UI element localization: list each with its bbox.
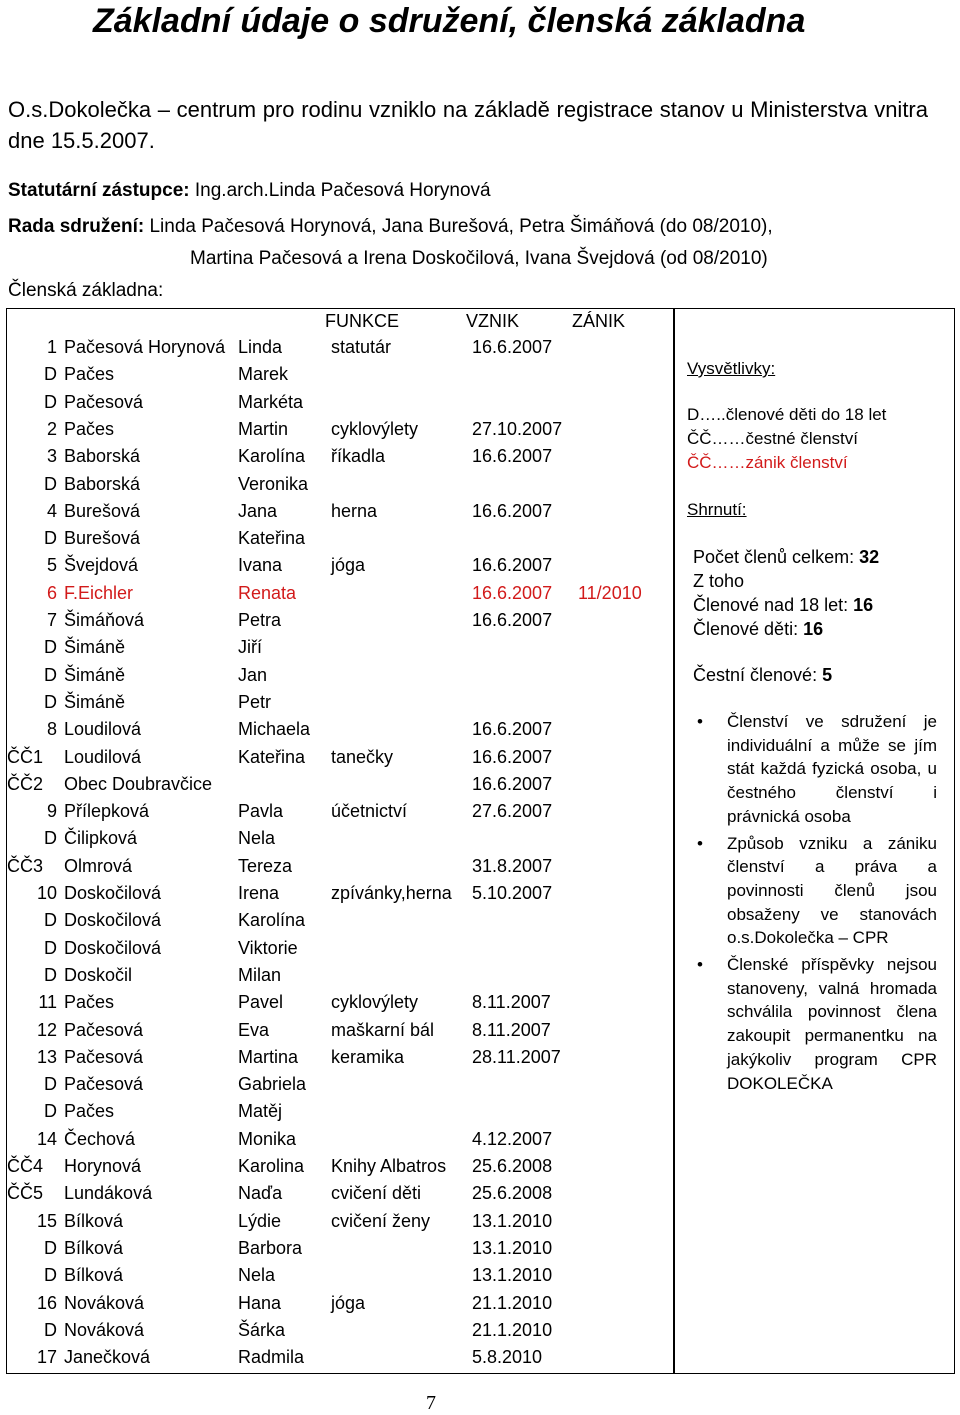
legend-cc: ČČ……čestné členství (687, 429, 858, 448)
summary-adults (693, 595, 873, 616)
row-surname: Šimáně (64, 664, 126, 685)
row-name: Karolína (238, 446, 306, 467)
list-item: • Členské příspěvky nejsou stanoveny, valná hromada schválila povinnost člena zakoupit permanentku na jakýkoliv program CPR DOKOLEČKA (697, 955, 937, 1093)
row-name: Jiří (238, 637, 262, 658)
summary-honorary-label: Čestní členové: (693, 665, 818, 685)
row-surname: Pačesová (64, 1074, 144, 1095)
row-number: 16 (36, 1292, 57, 1313)
row-name: Irena (238, 883, 280, 903)
row-name: Michaela (238, 719, 311, 740)
row-name: Lýdie (238, 1210, 282, 1231)
row-number: D (44, 473, 57, 494)
rules-list (693, 710, 937, 1098)
row-name: Renata (238, 582, 297, 603)
row-name: Karolína (238, 910, 306, 931)
table-row (7, 828, 675, 855)
table-row (7, 1238, 675, 1265)
summary-adults-value: 16 (853, 595, 874, 615)
summary-children (693, 619, 823, 640)
row-number: D (44, 964, 57, 985)
table-row (7, 965, 675, 992)
table-row (7, 910, 675, 937)
row-number: 5 (46, 555, 57, 576)
row-vznik: 16.6.2007 (472, 746, 553, 767)
row-number: 15 (36, 1210, 57, 1231)
row-vznik: 16.6.2007 (472, 500, 553, 521)
row-funkce: statutár (331, 337, 392, 357)
row-zanik: 11/2010 (578, 582, 642, 603)
row-funkce: říkadla (331, 446, 386, 467)
row-number: D (44, 910, 57, 931)
row-number: ČČ4 (7, 1156, 44, 1176)
summary-children-value: 16 (803, 619, 824, 639)
row-vznik: 5.8.2010 (472, 1347, 543, 1368)
summary-ztoho: Z toho (693, 571, 745, 591)
row-name: Viktorie (238, 937, 298, 958)
row-vznik: 16.6.2007 (472, 582, 553, 603)
row-surname: Bílková (64, 1237, 124, 1258)
row-funkce: jóga (331, 1292, 366, 1313)
header-zanik: ZÁNIK (572, 311, 626, 331)
row-surname: Doskočilová (64, 937, 162, 958)
row-name: Matěj (238, 1101, 283, 1122)
row-vznik: 16.6.2007 (472, 773, 553, 794)
page-number: 7 (426, 1392, 436, 1414)
row-name: Petra (238, 610, 282, 630)
statutarni-line (8, 180, 491, 202)
table-row (7, 747, 675, 774)
table-row (7, 446, 675, 473)
summary-total-label: Počet členů celkem: (693, 547, 855, 567)
row-number: ČČ3 (7, 855, 44, 876)
row-vznik: 5.10.2007 (472, 883, 553, 903)
row-name: Jana (238, 500, 278, 521)
table-row (7, 1183, 675, 1210)
row-vznik: 16.6.2007 (472, 337, 553, 357)
row-surname: Baborská (64, 446, 141, 467)
row-name: Eva (238, 1019, 270, 1040)
row-funkce: tanečky (331, 746, 394, 767)
table-row (7, 1101, 675, 1128)
table-row (7, 665, 675, 692)
row-surname: Čilipková (64, 828, 138, 849)
table-row (7, 637, 675, 664)
row-surname: Loudilová (64, 719, 142, 740)
table-row (7, 1020, 675, 1047)
row-vznik: 13.1.2010 (472, 1265, 553, 1286)
row-vznik: 21.1.2010 (472, 1319, 553, 1340)
bullet-icon: • (697, 955, 703, 975)
row-surname: Lundáková (64, 1183, 153, 1204)
row-name: Radmila (238, 1347, 305, 1368)
shrnuti-label: Shrnutí: (687, 500, 747, 519)
row-vznik: 27.10.2007 (472, 418, 563, 439)
row-vznik: 21.1.2010 (472, 1292, 553, 1313)
row-vznik: 4.12.2007 (472, 1128, 553, 1149)
row-number: 2 (46, 418, 57, 439)
table-row (7, 719, 675, 746)
row-surname: Janečková (64, 1347, 151, 1368)
table-row (7, 1293, 675, 1320)
row-surname: Loudilová (64, 746, 142, 767)
row-number: D (44, 691, 57, 712)
table-row (7, 801, 675, 828)
row-surname: Doskočilová (64, 910, 162, 931)
row-surname: Burešová (64, 500, 141, 521)
table-row (7, 392, 675, 419)
bullet-icon: • (697, 712, 703, 731)
row-surname: Pačes (64, 992, 115, 1013)
row-name: Marek (238, 364, 289, 385)
row-number: ČČ1 (7, 746, 44, 767)
row-number: 8 (46, 719, 57, 740)
clenska-label: Členská základna: (8, 280, 164, 301)
row-funkce: cyklovýlety (331, 418, 419, 439)
row-funkce: herna (331, 500, 378, 521)
legend-zanik: ČČ……zánik členství (687, 453, 848, 472)
row-vznik: 28.11.2007 (472, 1046, 561, 1067)
row-number: D (44, 1101, 57, 1122)
row-number: 9 (46, 801, 57, 822)
row-name: Monika (238, 1128, 297, 1149)
row-name: Linda (238, 337, 283, 357)
row-surname: Burešová (64, 528, 141, 549)
row-name: Martina (238, 1046, 299, 1067)
row-vznik: 27.6.2007 (472, 801, 553, 822)
row-surname: Bílková (64, 1210, 124, 1231)
header-funkce: FUNKCE (325, 311, 400, 331)
row-number: D (44, 828, 57, 849)
table-row (7, 474, 675, 501)
row-name: Tereza (238, 855, 293, 876)
row-number: 14 (36, 1128, 57, 1149)
row-vznik: 16.6.2007 (472, 446, 553, 467)
rada-label: Rada sdružení: (8, 216, 145, 237)
table-row (7, 583, 675, 610)
row-number: D (44, 1237, 57, 1258)
row-name: Pavel (238, 992, 284, 1013)
table-row (7, 610, 675, 637)
row-funkce: cvičení ženy (331, 1210, 431, 1231)
row-vznik: 8.11.2007 (472, 992, 551, 1013)
row-name: Gabriela (238, 1074, 307, 1095)
row-surname: Pačes (64, 1101, 115, 1122)
row-name: Nela (238, 828, 276, 849)
row-funkce: účetnictví (331, 801, 408, 822)
row-surname: Pačesová Horynová (64, 337, 226, 357)
row-surname: Švejdová (64, 555, 139, 576)
row-surname: Baborská (64, 473, 141, 494)
row-number: D (44, 1265, 57, 1286)
row-funkce: jóga (331, 555, 366, 576)
row-vznik: 16.6.2007 (472, 610, 553, 630)
row-surname: Pačesová (64, 1019, 144, 1040)
row-number: 11 (38, 992, 57, 1013)
vysvetlivky-label: Vysvětlivky: (687, 359, 776, 378)
row-vznik: 13.1.2010 (472, 1210, 553, 1231)
row-vznik: 31.8.2007 (472, 855, 553, 876)
row-number: 13 (36, 1046, 57, 1067)
table-row (7, 856, 675, 883)
table-row (7, 883, 675, 910)
table-row (7, 1211, 675, 1238)
row-surname: Pačesová (64, 391, 144, 412)
row-surname: Šimáňová (64, 610, 145, 630)
table-row (7, 364, 675, 391)
row-number: 6 (46, 582, 57, 603)
table-row (7, 1047, 675, 1074)
row-funkce: Knihy Albatros (331, 1156, 447, 1176)
row-name: Jan (238, 664, 268, 685)
row-surname: Pačesová (64, 1046, 144, 1067)
statutarni-value: Ing.arch.Linda Pačesová Horynová (194, 180, 491, 201)
row-surname: Pačes (64, 418, 115, 439)
row-vznik: 8.11.2007 (472, 1019, 551, 1040)
row-surname: Pačes (64, 364, 115, 385)
header-vznik: VZNIK (466, 311, 520, 331)
row-vznik: 16.6.2007 (472, 719, 553, 740)
row-number: D (44, 391, 57, 412)
row-number: D (44, 1319, 57, 1340)
row-name: Naďa (238, 1183, 283, 1204)
table-row (7, 774, 675, 801)
table-row (7, 938, 675, 965)
row-funkce: cyklovýlety (331, 992, 419, 1013)
row-number: 4 (46, 500, 57, 521)
row-surname: Olmrová (64, 855, 133, 876)
row-surname: Horynová (64, 1156, 142, 1176)
row-name: Šárka (238, 1319, 286, 1340)
rada-line-1 (8, 216, 773, 238)
row-number: 10 (36, 883, 57, 903)
row-surname: Nováková (64, 1319, 145, 1340)
row-name: Veronika (238, 473, 309, 494)
row-number: ČČ2 (7, 773, 44, 794)
row-name: Petr (238, 691, 272, 712)
row-name: Barbora (238, 1237, 303, 1258)
row-surname: Čechová (64, 1128, 136, 1149)
table-row (7, 992, 675, 1019)
row-vznik: 16.6.2007 (472, 555, 553, 576)
intro-paragraph: O.s.Dokolečka – centrum pro rodinu vzniklo na základě registrace stanov u Ministerstva vnitra dne 15.5.2007. (8, 97, 928, 153)
row-number: D (44, 664, 57, 685)
row-surname: F.Eichler (64, 582, 134, 603)
legend-d: D…..členové děti do 18 let (687, 405, 887, 424)
row-funkce: cvičení děti (331, 1183, 422, 1204)
rada-members-2: Martina Pačesová a Irena Doskočilová, Ivana Švejdová (od 08/2010) (190, 248, 768, 269)
row-name: Kateřina (238, 528, 306, 549)
rada-members-1: Linda Pačesová Horynová, Jana Burešová, Petra Šimáňová (do 08/2010), (149, 216, 773, 237)
summary-honorary-value: 5 (822, 665, 833, 685)
list-item: • Členství ve sdružení je individuální a může se jím stát každá fyzická osoba, u čestného členství i právnická osoba (697, 712, 937, 826)
row-surname: Šimáně (64, 637, 126, 658)
row-number: D (44, 1074, 57, 1095)
row-number: 12 (36, 1019, 57, 1040)
row-surname: Bílková (64, 1265, 124, 1286)
row-surname: Doskočilová (64, 883, 162, 903)
table-row (7, 555, 675, 582)
bullet-icon: • (697, 833, 703, 853)
table-row (7, 419, 675, 446)
row-surname: Doskočil (64, 964, 133, 985)
row-number: D (44, 937, 57, 958)
table-row (7, 1265, 675, 1292)
page-title: Základní údaje o sdružení, členská základna (93, 2, 806, 40)
table-row (7, 528, 675, 555)
summary-adults-label: Členové nad 18 let: (693, 595, 849, 615)
row-name: Pavla (238, 801, 284, 822)
row-number: D (44, 528, 57, 549)
table-row (7, 337, 675, 364)
row-vznik: 25.6.2008 (472, 1183, 553, 1204)
statutarni-label: Statutární zástupce: (8, 180, 190, 201)
members-table (6, 308, 674, 1374)
row-name: Markéta (238, 391, 304, 412)
row-name: Martin (238, 418, 289, 439)
table-row (7, 692, 675, 719)
row-funkce: zpívánky,herna (331, 883, 452, 903)
row-name: Karolina (238, 1156, 305, 1176)
table-row (7, 1074, 675, 1101)
row-number: 3 (46, 446, 57, 467)
row-number: 7 (46, 610, 57, 630)
row-vznik: 25.6.2008 (472, 1156, 553, 1176)
row-number: D (44, 637, 57, 658)
summary-total-value: 32 (859, 547, 880, 567)
table-row (7, 1156, 675, 1183)
row-name: Hana (238, 1292, 282, 1313)
row-number: D (44, 364, 57, 385)
row-surname: Šimáně (64, 691, 126, 712)
row-surname: Nováková (64, 1292, 145, 1313)
row-funkce: maškarní bál (331, 1019, 435, 1040)
row-name: Ivana (238, 555, 283, 576)
table-row (7, 501, 675, 528)
summary-children-label: Členové děti: (693, 619, 799, 639)
summary-total (693, 547, 879, 568)
summary-honorary (693, 665, 832, 686)
row-number: 17 (36, 1347, 57, 1368)
table-row (7, 1347, 675, 1374)
table-row (7, 1129, 675, 1156)
row-funkce: keramika (331, 1046, 405, 1067)
row-name: Nela (238, 1265, 276, 1286)
table-row (7, 1320, 675, 1347)
row-name: Kateřina (238, 746, 306, 767)
row-surname: Přílepková (64, 801, 150, 822)
row-number: 1 (46, 337, 57, 357)
list-item: • Způsob vzniku a zániku členství a práva a povinnosti členů jsou obsaženy ve stanovách o.s.Dokolečka – CPR (697, 833, 937, 948)
row-surname: Obec Doubravčice (64, 773, 213, 794)
row-number: ČČ5 (7, 1183, 44, 1204)
row-vznik: 13.1.2010 (472, 1237, 553, 1258)
row-name: Milan (238, 964, 282, 985)
